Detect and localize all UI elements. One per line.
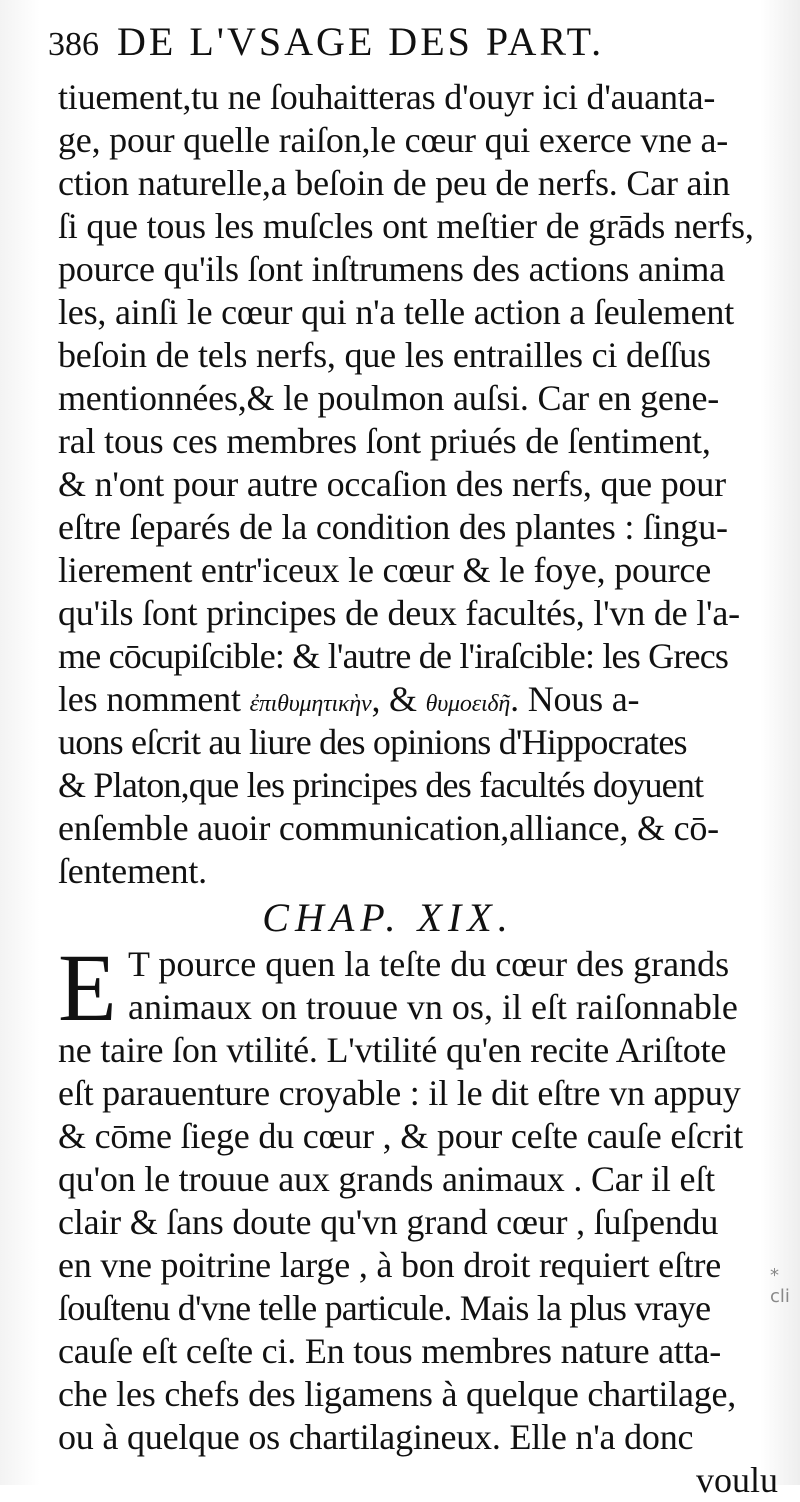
text-line: che les chefs des ligamens à quelque chartilage, [58, 1374, 737, 1414]
text-line: enſemble auoir communication,alliance, & cō- [58, 808, 719, 848]
text-line: ſouſtenu d'vne telle particule. Mais la plus vraye [58, 1288, 711, 1328]
text-line: ne taire ſon vtilité. L'vtilité qu'en recite Ariſtote [58, 1030, 727, 1070]
dropcap-letter: E [58, 934, 117, 1041]
text-line: ſentement. [58, 851, 207, 891]
text-line: clair & ſans doute qu'vn grand cœur , ſuſpendu [58, 1202, 719, 1242]
text-line: ou à quelque os chartilagineux. Elle n'a donc [58, 1417, 694, 1457]
page-number: 386 [48, 26, 99, 63]
text-line: uons eſcrit au liure des opinions d'Hippocrates [58, 722, 687, 762]
text-line: ral tous ces membres ſont priués de ſentiment, [58, 421, 711, 461]
text-line: beſoin de tels nerfs, que les entrailles ci deſſus [58, 335, 711, 375]
text-fragment: , & [371, 679, 426, 719]
text-line: & n'ont pour autre occaſion des nerfs, que pour [58, 464, 726, 504]
text-line: ſi que tous les muſcles ont meſtier de grāds nerfs, [58, 206, 754, 246]
text-line-with-greek [58, 678, 778, 721]
running-title: DE L'VSAGE DES PART. [117, 19, 605, 64]
text-fragment: animaux on trouue vn os, il eſt raiſonnable [128, 987, 738, 1027]
text-fragment: . Nous a- [510, 679, 640, 719]
text-block [58, 76, 778, 1502]
text-line: eſtre ſeparés de la condition des plantes : ſingu- [58, 507, 728, 547]
text-line: & Platon,que les principes des facultés doyuent [58, 765, 704, 805]
dropcap-line [58, 986, 778, 1029]
chapter-heading: CHAP. XIX. [262, 895, 514, 940]
greek-word: θυμοειδῆ [425, 691, 511, 717]
text-fragment: T pource quen la teſte du cœur des grands [128, 944, 730, 984]
text-fragment: les nomment [58, 679, 241, 719]
text-line: en vne poitrine large , à bon droit requiert eſtre [58, 1245, 722, 1285]
greek-word: ἐπιθυμητικὴν [249, 691, 372, 717]
text-line: cauſe eſt ceſte ci. En tous membres nature atta- [58, 1331, 722, 1371]
text-line: lierement entr'iceux le cœur & le foye, pource [58, 550, 711, 590]
text-line: mentionnées,& le poulmon auſsi. Car en gene- [58, 378, 720, 418]
catchword: voulu [695, 1460, 778, 1500]
margin-note: * cli [770, 1265, 790, 1307]
text-line: qu'on le trouue aux grands animaux . Car il eſt [58, 1159, 715, 1199]
running-header [48, 18, 748, 78]
text-line: pource qu'ils ſont inſtrumens des actions anima [58, 249, 725, 289]
text-line: qu'ils ſont principes de deux facultés, l'vn de l'a- [58, 593, 740, 633]
text-line: les, ainſi le cœur qui n'a telle action a ſeulement [58, 292, 735, 332]
text-line: tiuement,tu ne ſouhaitteras d'ouyr ici d'auanta- [58, 77, 716, 117]
text-line: ge, pour quelle raiſon,le cœur qui exerce vne a- [58, 120, 729, 160]
text-line: me cōcupiſcible: & l'autre de l'iraſcible: les Grecs [58, 636, 729, 676]
text-line: eſt parauenture croyable : il le dit eſtre vn appuy [58, 1073, 741, 1113]
text-line: & cōme ſiege du cœur , & pour ceſte cauſe eſcrit [58, 1116, 744, 1156]
text-line: ction naturelle,a beſoin de peu de nerfs. Car ain [58, 163, 730, 203]
